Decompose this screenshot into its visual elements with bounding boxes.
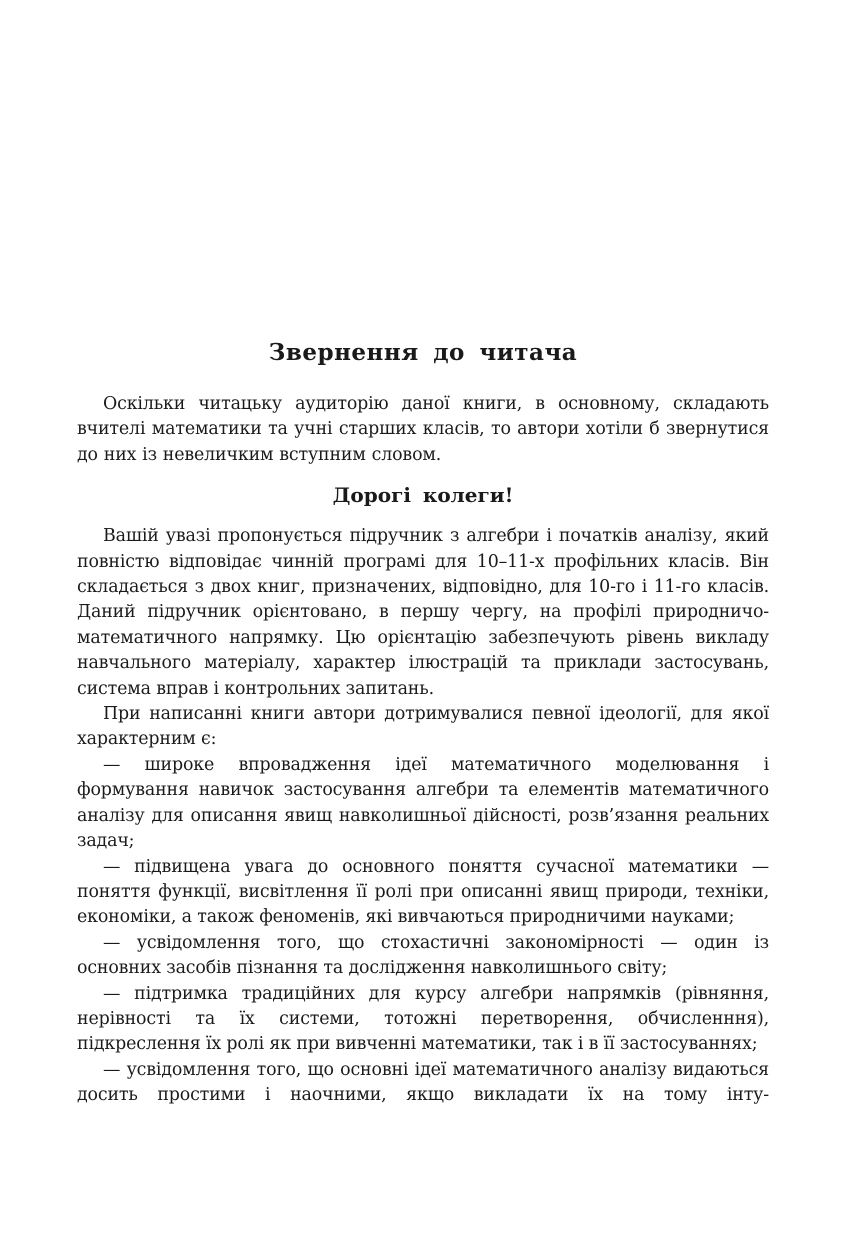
page-title: Звернення до читача [268, 339, 578, 366]
list-item: — усвідомлення того, що стохастичні закономірності — один із основних засобів пізнання та дослідження навколишнього світу; [77, 932, 769, 979]
list-item: — підтримка традиційних для курсу алгебри напрямків (рівняння, нерівності та їх системи, тотожні перетворення, обчисленння), підкреслення їх ролі як при вивченні математики, так і в її застосуваннях; [77, 983, 769, 1055]
list-item: — усвідомлення того, що основні ідеї математичного аналізу видаються досить простими і наочними, якщо викладати їх на тому інту- [77, 1059, 769, 1106]
page-content [77, 336, 769, 1109]
body-paragraph-1: Вашій увазі пропонується підручник з алгебри і початків аналізу, який повністю відповідає чинній програмі для 10–11-х профільних класів. Він складається з двох книг, призначених, відповідно, для 10-го і 11-го класів. Даний підручник орієнтовано, в першу чергу, на профілі природничо-математичного напрямку. Цю орієнтацію забезпечують рівень викладу навчального матеріалу, характер ілюстрацій та приклади застосувань, система вправ і контрольних запитань. [77, 526, 769, 699]
body-paragraph-2: При написанні книги автори дотримувалися певної ідеології, для якої характерним є: [77, 704, 769, 750]
intro-paragraph: Оскільки читацьку аудиторію даної книги, в основному, складають вчителі математики та учні старших класів, то автори хотіли б звернутися до них із невеличким вступним словом. [77, 394, 769, 465]
list-item: — широке впровадження ідеї математичного моделювання і формування навичок застосування алгебри та елементів математичного аналізу для описання явищ навколишньої дійсності, розв’язання реальних задач; [77, 754, 769, 852]
list-item: — підвищена увага до основного поняття сучасної математики — поняття функції, висвітлення її ролі при описанні явищ природи, техніки, економіки, а також феноменів, які вивчаються природничими науками; [77, 856, 769, 928]
greeting-heading: Дорогі колеги! [332, 483, 514, 508]
